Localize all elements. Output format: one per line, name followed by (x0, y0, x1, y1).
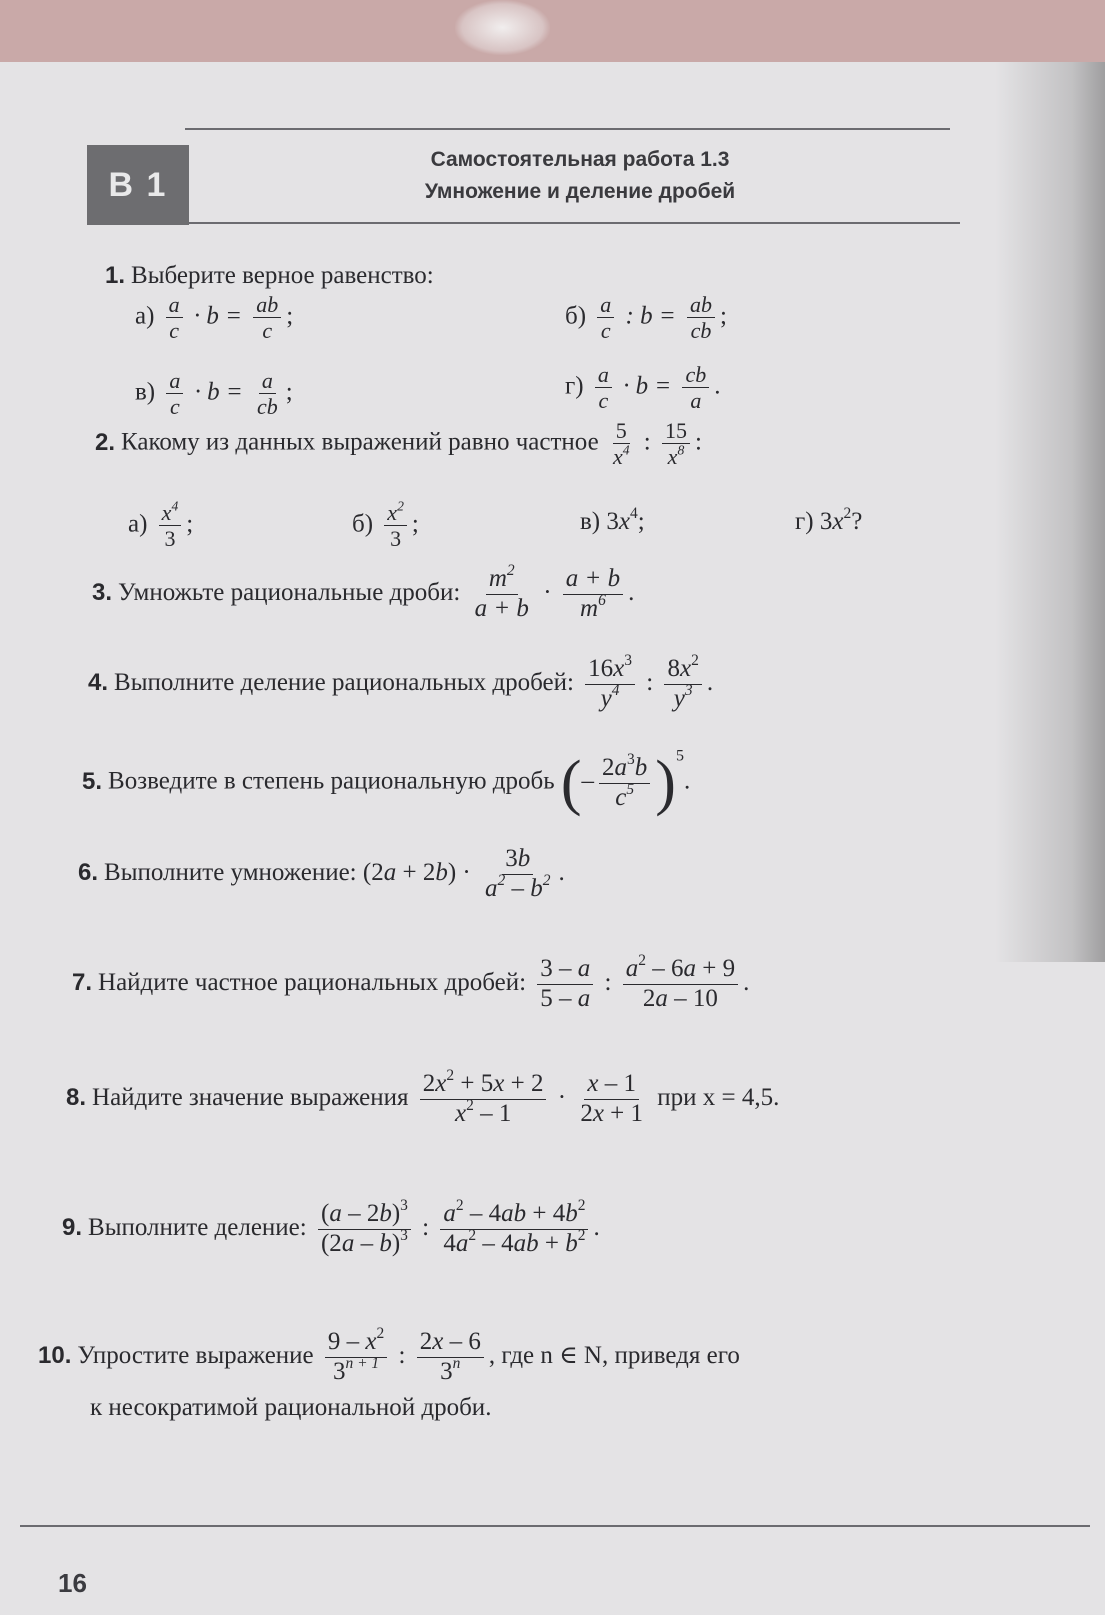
task-8: 8. Найдите значение выражения $\frac{2x^2 + 5x + 2}{x^2 - 1}$ · $\frac{x - 1}{2x + 1}$ при x = 4,5. (66, 1067, 780, 1127)
task-10: 10. Упростите выражение $\frac{9 - x^2}{3^{n + 1}}$ : $\frac{2x - 6}{3^n}$ , где n ∈ N, приведя его (38, 1325, 740, 1385)
variant-badge: В 1 (87, 145, 189, 225)
page-edge-shadow (995, 62, 1105, 962)
task-5: 5. Возведите в степень рациональную дробь (– $\frac{2a^3b}{c^5}$ )$^5$. (82, 747, 691, 817)
header-top-rule (185, 128, 950, 130)
task-6: 6. Выполните умножение: (2a + 2b) · $\frac{3b}{a^2 - b^2}$ . (78, 845, 565, 902)
header-bottom-rule (87, 222, 960, 224)
task-2-option-g: г) $3x^2$? (795, 505, 863, 535)
task-4: 4. Выполните деление рациональных дробей: $\frac{16x^3}{y^4}$ : $\frac{8x^2}{y^3}$ . (88, 652, 714, 712)
task-2-option-v: в) $3x^4$; (580, 505, 645, 535)
worksheet-subtitle: Умножение и деление дробей (424, 180, 736, 203)
task-1-option-a: а) $\frac{a}{c}$ · b = $\frac{ab}{c}$ ; (135, 292, 294, 344)
task-1-option-v: в) $\frac{a}{c}$ · b = $\frac{a}{cb}$ ; (135, 368, 293, 420)
wall-mark (455, 0, 550, 55)
task-7: 7. Найдите частное рациональных дробей: $\frac{3 - a}{5 - a}$ : $\frac{a^2 - 6a + 9}{2a - 10}$ . (72, 952, 750, 1012)
footer-rule (20, 1525, 1090, 1527)
worksheet-title: Самостоятельная работа 1.3 (430, 148, 730, 171)
task-3: 3. Умножьте рациональные дроби: $\frac{m^2}{a + b}$ · $\frac{a + b}{m^6}$ . (92, 562, 635, 622)
task-9: 9. Выполните деление: $\frac{(a - 2b)^3}{(2a - b)^3}$ : $\frac{a^2 - 4ab + 4b^2}{4a^2 - 4ab + b^2}$ . (62, 1197, 600, 1257)
task-2-option-a: а) $\frac{x^4}{3}$ ; (128, 498, 194, 552)
task-2: 2. Какому из данных выражений равно частное $\frac{5}{x^4}$ : $\frac{15}{x^8}$ : (95, 418, 702, 470)
task-2-option-b: б) $\frac{x^2}{3}$ ; (352, 498, 419, 552)
task-1: 1. Выберите верное равенство: (105, 262, 434, 289)
task-10-line-2: к несократимой рациональной дроби. (90, 1394, 492, 1421)
task-1-option-b: б) $\frac{a}{c}$ : b = $\frac{ab}{cb}$ ; (565, 292, 727, 344)
task-1-option-g: г) $\frac{a}{c}$ · b = $\frac{cb}{a}$ . (565, 362, 721, 414)
page-number: 16 (58, 1568, 87, 1598)
